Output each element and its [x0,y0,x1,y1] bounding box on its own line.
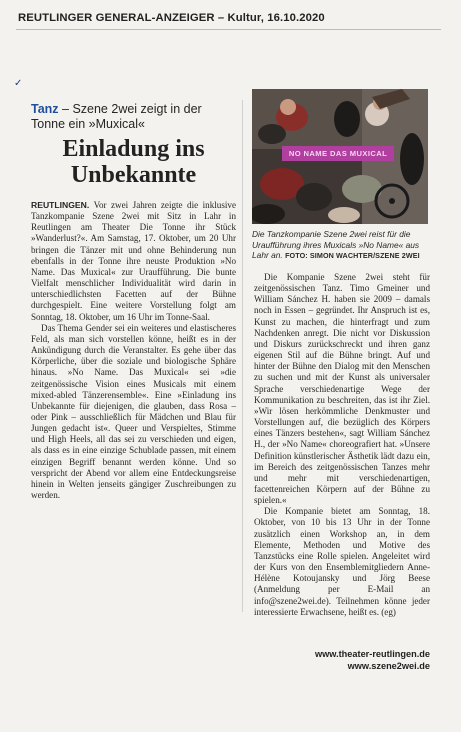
newspaper-header: REUTLINGER GENERAL-ANZEIGER – Kultur, 16.10.2020 [18,12,325,24]
paragraph [31,200,236,323]
footer-links [254,648,430,672]
rubric-tag: Tanz [31,102,59,116]
pen-mark-icon: ✓ [14,78,23,89]
article-right-column [254,272,430,618]
paragraph-text: Vor zwei Jahren zeigte die inklusive Tanzkompanie Szene 2wei mit Sitz in Lahr in Reutlingen am Theater Die Tonne ihr Stück »Wanderlust?«. Am Samstag, 17. Oktober, um 20 Uhr bringen die Tänzer mit und ohne Behinderung nun ebenfalls in der Tonne ihre neuste Produktion »No Name. Das Muxical« zur Uraufführung. Die bunte Vielfalt menschlicher Individualität wird darin in unterschiedlichsten Facetten auf der Bühne durchgespielt. Eine weitere Vorstellung folgt am Sonntag, 18. Oktober, um 16 Uhr im Tonne-Saal. [31,200,236,322]
link-theater-reutlingen[interactable]: www.theater-reutlingen.de [314,649,430,659]
link-szene2wei[interactable]: www.szene2wei.de [347,661,430,671]
dateline: REUTLINGEN. [31,200,90,210]
caption-text: Die Tanzkompanie Szene 2wei reist für die Uraufführung ihres Muxicals »No Name« aus Lahr an. [252,229,420,260]
paragraph: Die Kompanie bietet am Sonntag, 18. Oktober, von 10 bis 13 Uhr in der Tonne zusätzlich einen Workshop an, in dem Elemente, Methoden und Motive des Tanzstücks eine Rolle spielen. Angeleitet wird der Kurs von den Ensemblemitgliedern Anne-Hélène Kotoujansky und Jörg Beese (Anmeldung per E-Mail an info@szene2wei.de). Teilnehmen könne jeder interessierte Erwachsene, heißt es. (eg) [254,506,430,617]
header-divider [16,29,441,30]
article-photo [252,89,428,224]
column-divider [242,100,243,612]
article-title: Einladung ins Unbekannte [62,136,205,188]
article-rubric [31,102,236,132]
article-body-right [254,272,430,618]
rubric-text: – Szene 2wei zeigt in der Tonne ein »Muxical« [31,102,202,131]
article-body-left [31,200,236,501]
photo-banner: NO NAME DAS MUXICAL [282,146,394,161]
photo-credit: FOTO: SIMON WACHTER/SZENE 2WEI [285,251,420,260]
article-left-column [31,102,236,501]
photo-caption [252,229,432,262]
paragraph: Das Thema Gender sei ein weiteres und elastischeres Feld, als man sich vorstellen könne, heißt es in der Ankündigung durch die Veranstalter. Es gehe über das Körperliche, über die soziale und biologische Sphäre hinaus. »No Name. Das Muxical« sei »die zeitgenössische Vision eines Musicals mit einem mixed-abled Tänzerensemble«. Eine »Einladung ins Unbekannte für diejenigen, die glauben, dass Rosa – oder Pink – ausschließlich für Mädchen und Blau für Jungen gedacht ist«. Queer und Verspieltes, Stimme und High Heels, all das sei zu verschieden und eigen, als dass es in eine einzige Schublade passen, mit einem einzigen Begriff benannt werden könne. Und so verspricht der Abend vor allem eine Entdeckungsreise hinein in Welten jenseits gängiger Zuschreibungen zu werden. [31,322,236,501]
paragraph: Die Kompanie Szene 2wei steht für zeitgenössischen Tanz. Timo Gmeiner und William Sánchez H. haben sie 2009 – damals noch in Essen – gegründet. Ihr Anspruch ist es, Kunst zu machen, die hinterfragt und zum Nachdenken anregt. Die nicht vor Diskussion und Diskurs zurückschreckt und ihren ganz eigenen Stil auf die Bühne bringt. Auf und hinter der Bühne den Dialog mit den Menschen zu suchen und mit der Kunst als universaler Sprache verschiedenartige Wege der Kommunikation zu beschreiten, das ist ihr Ziel. »Wir lösen herkömmliche Denkmuster und Vorstellungen auf, die bezüglich des Körpers eines Tänzers bestehen«, sagt William Sánchez H., der »No Name« choreografiert hat. »Unsere Definition künstlerischer Ästhetik lädt dazu ein, im Bereich des zeitgenössischen Tanzes mehr und mehr mit verschiedenartigen, facettenreichen Körpern auf der Bühne zu spielen.« [254,272,430,506]
